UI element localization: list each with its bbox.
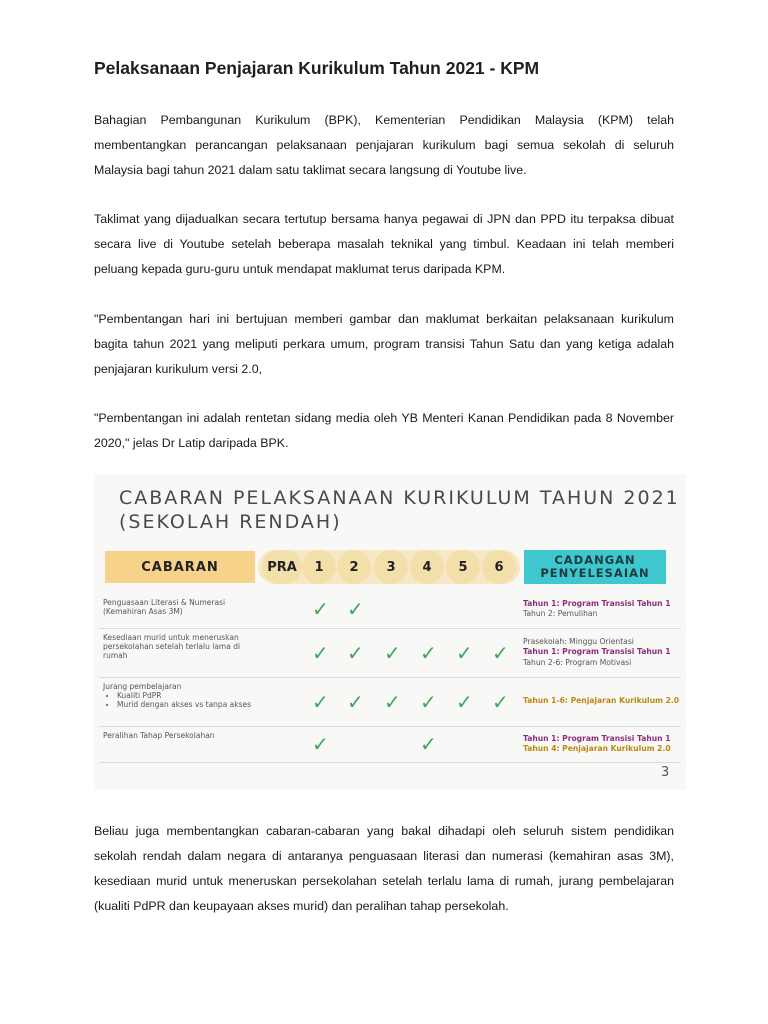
check-icon-year-4: ✓ [420,732,437,756]
check-icon-year-6: ✓ [492,689,509,714]
challenge-bullets [103,691,263,709]
check-icon-year-5: ✓ [456,640,473,665]
slide-page-number: 3 [661,765,670,780]
check-icon-year-1: ✓ [312,689,329,714]
check-icon-year-1: ✓ [312,597,329,621]
cabaran-header: CABARAN [105,551,255,583]
challenge-label-line: Peralihan Tahap Persekolahan [103,731,215,740]
solution-line: Tahun 1: Program Transisi Tahun 1 [523,733,671,743]
check-icon-year-1: ✓ [312,732,329,756]
solution-line: Tahun 1: Program Transisi Tahun 1 [523,598,671,608]
level-pill-6: 6 [482,550,516,584]
challenge-bullet: • Kualiti PdPR [117,691,263,700]
slide-title [119,486,680,534]
article-paragraph: Bahagian Pembangunan Kurikulum (BPK), Kementerian Pendidikan Malaysia (KPM) telah membentangkan perancangan pelaksanaan penjajaran kurikulum bagi semua sekolah di seluruh Malaysia bagi tahun 2021 dalam satu taklimat secara langsung di Youtube live. [94,113,674,177]
article-title: Pelaksanaan Penjajaran Kurikulum Tahun 2021 - KPM [94,58,540,78]
article-paragraph: "Pembentangan ini adalah rentetan sidang media oleh YB Menteri Kanan Pendidikan pada 8 November 2020," jelas Dr Latip daripada BPK. [94,411,674,450]
level-pill-4: 4 [410,550,444,584]
challenge-label-line: Kesediaan murid untuk meneruskan [103,633,239,642]
check-icon-year-4: ✓ [420,640,437,665]
solution-line: Tahun 4: Penjajaran Kurikulum 2.0 [523,744,671,753]
challenge-bullet: • Murid dengan akses vs tanpa akses [117,700,263,709]
level-pill-1: 1 [302,550,336,584]
cadangan-header [524,550,666,584]
embedded-slide-image [94,474,686,790]
table-row [99,726,681,763]
check-icon-year-2: ✓ [347,597,364,621]
table-row [99,590,681,629]
solution-line: Tahun 1-6: Penjajaran Kurikulum 2.0 [523,696,680,706]
article-paragraph: Taklimat yang dijadualkan secara tertutup bersama hanya pegawai di JPN dan PPD itu terpaksa dibuat secara live di Youtube setelah beberapa masalah teknikal yang timbul. Keadaan ini telah memberi peluang kepada guru-guru untuk mendapat maklumat terus daripada KPM. [94,212,674,276]
challenge-label-line: (Kemahiran Asas 3M) [103,607,183,616]
challenge-label [103,682,263,709]
check-icon-year-1: ✓ [312,640,329,665]
solution-cell [523,599,683,620]
challenge-label-line: rumah [103,651,128,660]
check-icon-year-3: ✓ [384,640,401,665]
level-pill-3: 3 [374,550,408,584]
challenge-label-line: Jurang pembelajaran [103,682,182,691]
table-row [99,677,681,727]
level-pill-pra: PRA [262,550,302,584]
challenge-label-line: Penguasaan Literasi & Numerasi [103,598,226,607]
check-icon-year-2: ✓ [347,640,364,665]
level-pill-5: 5 [446,550,480,584]
solution-cell [523,734,683,755]
challenge-label [103,731,263,740]
challenge-label [103,633,263,660]
solution-cell [523,696,683,707]
level-pill-2: 2 [337,550,371,584]
article-paragraph: "Pembentangan hari ini bertujuan memberi gambar dan maklumat berkaitan pelaksanaan kurikulum bagita tahun 2021 yang meliputi perkara umum, program transisi Tahun Satu dan yang ketiga adalah penjajaran kurikulum versi 2.0, [94,312,674,376]
check-icon-year-2: ✓ [347,689,364,714]
check-icon-year-3: ✓ [384,689,401,714]
check-icon-year-6: ✓ [492,640,509,665]
article-paragraph: Beliau juga membentangkan cabaran-cabaran yang bakal dihadapi oleh seluruh sistem pendidikan sekolah rendah dalam negara di antaranya penguasaan literasi dan numerasi (kemahiran asas 3M), kesediaan murid untuk meneruskan persekolahan setelah terlalu lama di rumah, jurang pembelajaran (kualiti PdPR dan keupayaan akses murid) dan peralihan tahap persekolah. [94,824,674,913]
check-icon-year-5: ✓ [456,689,473,714]
solution-cell [523,637,683,669]
slide-title-line1: CABARAN PELAKSANAAN KURIKULUM TAHUN 2021 [119,487,680,509]
table-row [99,628,681,678]
solution-line: Tahun 2-6: Program Motivasi [523,657,632,667]
cadangan-header-line2: PENYELESAIAN [540,566,650,580]
solution-line: Tahun 1: Program Transisi Tahun 1 [523,647,671,657]
slide-title-line2: (SEKOLAH RENDAH) [119,511,342,533]
challenge-label-line: persekolahan setelah terlalu lama di [103,642,241,651]
solution-line: Tahun 2: Pemulihan [523,609,598,618]
challenge-label [103,598,263,616]
cadangan-header-line1: CADANGAN [554,553,636,567]
solution-line: Prasekolah: Minggu Orientasi [523,636,634,646]
check-icon-year-4: ✓ [420,689,437,714]
